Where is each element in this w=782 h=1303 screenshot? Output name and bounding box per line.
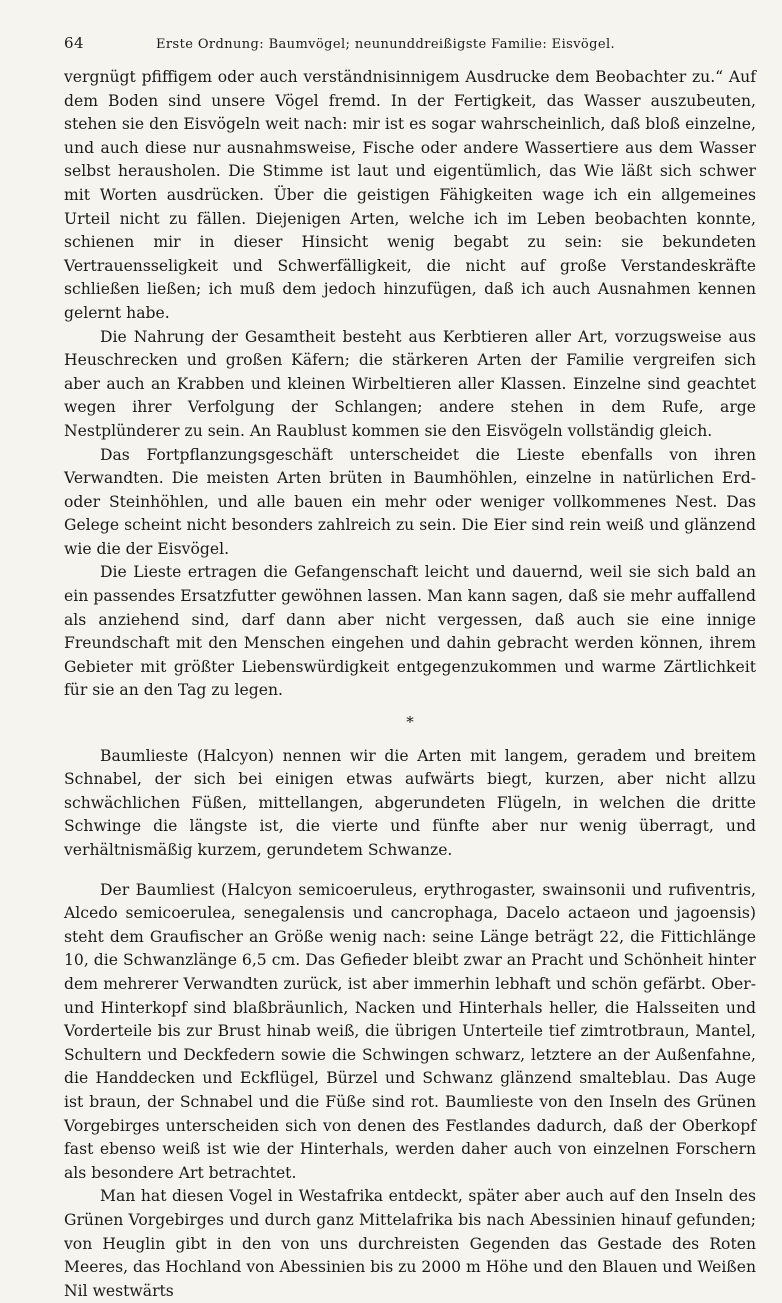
section-separator: * [406,713,414,732]
species-description: Der Baumliest (Halcyon semicoeruleus, erythrogaster, swainsonii und rufiventris, Alcedo semicoerulea, senegalensis und cancrophaga, Dacelo actaeon und jagoensis) steht dem Graufischer an Größe wenig nach: seine Länge beträgt 22, die Fittichlänge 10, die Schwanzlänge 6,5 cm. Das Gefieder bleibt zwar an Pracht und Schönheit hinter dem mehrerer Verwandten zurück, ist aber immerhin lebhaft und schön gefärbt. Ober- und Hinterkopf sind blaßbräunlich, Nacken und Hinterhals heller, die Halsseiten und Vorderteile bis zur Brust hinab weiß, die übrigen Unterteile tief zimtrotbraun, Mantel, Schultern und Deckfedern sowie die Schwingen schwarz, letztere an der Außenfahne, die Handdecken und Eckflügel, Bürzel und Schwanz glänzend smalteblau. Das Auge ist braun, der Schnabel und die Füße sind rot. Baumlieste von den Inseln des Grünen Vorgebirges unterscheiden sich von denen des Festlandes dadurch, daß der Oberkopf fast ebenso weiß ist wie der Hinterhals, werden daher auch von einzelnen Forschern als besondere Art betrachtet. [64,880,756,1182]
paragraph: Das Fortpflanzungsgeschäft unterscheidet die Lieste ebenfalls von ihren Verwandten. Die meisten Arten brüten in Baumhöhlen, einzelne in natürlichen Erd- oder Steinhöhlen, und alle bauen ein mehr oder weniger vollkommenes Nest. Das Gelege scheint nicht besonders zahlreich zu sein. Die Eier sind rein weiß und glänzend wie die der Eisvögel. [64,445,756,558]
running-title: Erste Ordnung: Baumvögel; neununddreißigste Familie: Eisvögel. [156,37,616,52]
paragraph: Die Nahrung der Gesamtheit besteht aus Kerbtieren aller Art, vorzugsweise aus Heuschrecken und großen Käfern; die stärkeren Arten der Familie vergreifen sich aber auch an Krabben und kleinen Wirbeltieren aller Klassen. Einzelne sind geachtet wegen ihrer Verfolgung der Schlangen; andere stehen in dem Rufe, arge Nestplünderer zu sein. An Raublust kommen sie den Eisvögeln vollständig gleich. [64,327,756,440]
page-number: 64 [64,34,84,52]
paragraph: vergnügt pfiffigem oder auch verständnisinnigem Ausdrucke dem Beobachter zu.“ Auf dem Boden sind unsere Vögel fremd. In der Fertigkeit, das Wasser auszubeuten, stehen sie den Eisvögeln weit nach: mir ist es sogar wahrscheinlich, daß bloß einzelne, und auch diese nur ausnahmsweise, Fische oder andere Wassertiere aus dem Wasser selbst herausholen. Die Stimme ist laut und eigentümlich, das Wie läßt sich schwer mit Worten ausdrücken. Über die geistigen Fähigkeiten wage ich ein allgemeines Urteil nicht zu fällen. Diejenigen Arten, welche ich im Leben beobachten konnte, schienen mir in dieser Hinsicht wenig begabt zu sein: sie bekundeten Vertrauensseligkeit und Schwerfälligkeit, die nicht auf große Verstandeskräfte schließen ließen; ich muß dem jedoch hinzufügen, daß ich auch Ausnahmen kennen gelernt habe. [64,68,756,322]
running-header [64,34,756,52]
body-text [64,66,756,1303]
genus-description: Baumlieste (Halcyon) nennen wir die Arten mit langem, geradem und breitem Schnabel, der sich bei einigen etwas aufwärts biegt, kurzen, aber nicht allzu schwächlichen Füßen, mittellangen, abgerundeten Flügeln, in welchen die dritte Schwinge die längste ist, die vierte und fünfte aber nur wenig überragt, und verhältnismäßig kurzem, gerundetem Schwanze. [64,746,756,859]
paragraph: Die Lieste ertragen die Gefangenschaft leicht und dauernd, weil sie sich bald an ein passendes Ersatzfutter gewöhnen lassen. Man kann sagen, daß sie mehr auffallend als anziehend sind, darf dann aber nicht vergessen, daß auch sie eine innige Freundschaft mit den Menschen eingehen und dahin gebracht werden können, ihrem Gebieter mit größter Liebenswürdigkeit entgegenzukommen und warme Zärtlichkeit für sie an den Tag zu legen. [64,563,756,700]
distribution-paragraph: Man hat diesen Vogel in Westafrika entdeckt, später aber auch auf den Inseln des Grünen Vorgebirges und durch ganz Mittelafrika bis nach Abessinien hinauf gefunden; von Heuglin gibt in den von uns durchreisten Gegenden das Gestade des Roten Meeres, das Hochland von Abessinien bis zu 2000 m Höhe und den Blauen und Weißen Nil westwärts [64,1187,756,1300]
section-gap [64,863,756,879]
